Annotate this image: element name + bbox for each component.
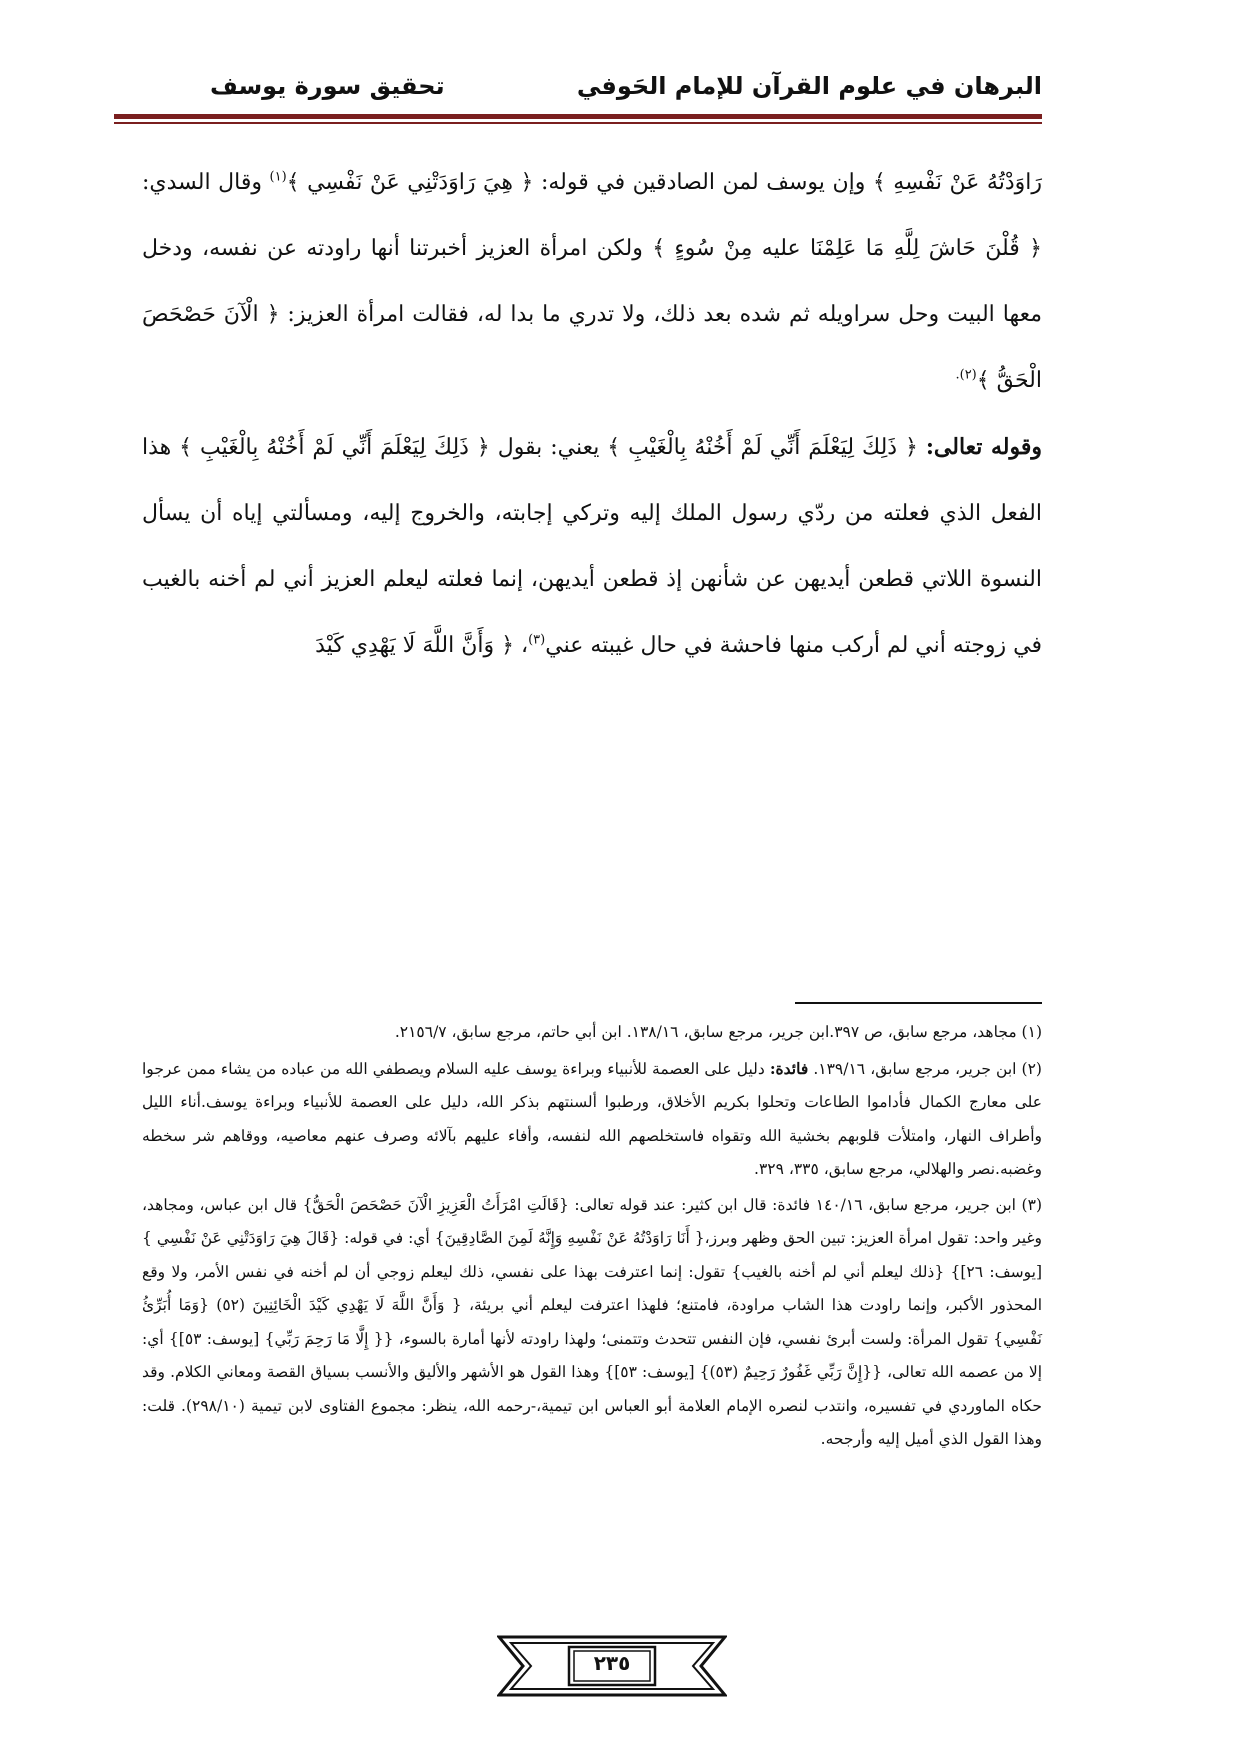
paragraph-2-text: ﴿ ذَلِكَ لِيَعْلَمَ أَنِّي لَمْ أَخُنْهُ بِالْغَيْبِ ﴾ يعني: بقول ﴿ ذَلِكَ لِيَعْلَمَ أَنِّي لَمْ أَخُنْهُ بِالْغَيْبِ ﴾ هذا الفعل الذي فعلته من ردّي رسول الملك إليه وتركي إجابته، والخروج إليه، ومسألتي إياه أن يسأل النسوة اللاتي قطعن أيديهن عن شأنهن إذ قطعن أيديهن، إنما فعلته ليعلم العزيز أني لم أخنه بالغيب في زوجته أني لم أركب منها فاحشة في حال غيبته عني	[142, 435, 1042, 658]
paragraph-2	[142, 414, 1042, 679]
running-header	[210, 72, 1042, 112]
main-text	[142, 150, 1042, 679]
section-title: تحقيق سورة يوسف	[210, 72, 445, 100]
footnote-ref-1[interactable]: (١)	[269, 169, 287, 185]
paragraph-1	[142, 150, 1042, 414]
footnote-1: (١) مجاهد، مرجع سابق، ص ٣٩٧.ابن جرير، مرجع سابق، ١٣٨/١٦. ابن أبي حاتم، مرجع سابق، ٢١٥٦/٧.	[394, 1023, 1042, 1041]
footnote-2-text: دليل على العصمة للأنبياء وبراءة يوسف عليه السلام ويصطفي الله من عباده من يشاء ممن عرجوا على معارج الكمال فأداموا الطاعات وتحلوا بكريم الأخلاق، ورطبوا ألسنتهم بذكر الله، دليل على العصمة للأنبياء وبراءة يوسف.أناء الليل وأطراف النهار، وامتلأت قلوبهم بخشية الله وتقواه فاستخلصهم الله لنفسه، وأفاء عليهم بآلائه وصرف عنهم معاصيه، ووقاهم شر سخطه وغضبه.نصر والهلالي، مرجع سابق، ٣٣٥، ٣٢٩.	[142, 1059, 1042, 1178]
paragraph-2-tail: ، ﴿ وَأَنَّ اللَّهَ لَا يَهْدِي كَيْدَ	[315, 633, 529, 658]
paragraph-2-lead: وقوله تعالى:	[925, 434, 1043, 460]
paragraph-1-text: رَاوَدْتُهُ عَنْ نَفْسِهِ ﴾ وإن يوسف لمن الصادقين في قوله: ﴿ هِيَ رَاوَدَتْنِي عَنْ نَفْسِي ﴾	[286, 170, 1042, 195]
footnote-separator	[795, 1002, 1042, 1004]
footnote-ref-2[interactable]: (٢).	[955, 367, 977, 383]
footnote-2	[142, 1052, 1042, 1187]
page-number: ٢٣٥	[593, 1651, 631, 1675]
footnote-3: (٣) ابن جرير، مرجع سابق، ١٤٠/١٦ فائدة: قال ابن كثير: عند قوله تعالى: {قَالَتِ امْرَأَتُ الْعَزِيزِ الْآنَ حَصْحَصَ الْحَقُّ} قال ابن عباس، ومجاهد، وغير واحد: تقول امرأة العزيز: تبين الحق وظهر وبرز،{ أَنَا رَاوَدْتُهُ عَنْ نَفْسِهِ وَإِنَّهُ لَمِنَ الصَّادِقِينَ} أي: في قوله: {قَالَ هِيَ رَاوَدَتْنِي عَنْ نَفْسِي } [يوسف: ٢٦]} {ذلك ليعلم أني لم أخنه بالغيب} تقول: إنما اعترفت بهذا على نفسي، ذلك ليعلم زوجي أن لم أخنه في نفس الأمر، ولا وقع المحذور الأكبر، وإنما راودت هذا الشاب مراودة، فامتنع؛ فلهذا اعترفت ليعلم أني بريئة، { وَأَنَّ اللَّهَ لَا يَهْدِي كَيْدَ الْخَائِنِينَ (٥٢) {وَمَا أُبَرِّئُ نَفْسِي} تقول المرأة: ولست أبرئ نفسي، فإن النفس تتحدث وتتمنى؛ ولهذا راودته لأنها أمارة بالسوء، {{ إِلَّا مَا رَحِمَ رَبِّي} [يوسف: ٥٣]} أي: إلا من عصمه الله تعالى، {{إِنَّ رَبِّي غَفُورٌ رَحِيمٌ (٥٣)} [يوسف: ٥٣]} وهذا القول هو الأشهر والأليق والأنسب بسياق القصة ومعاني الكلام. وقد حكاه الماوردي في تفسيره، وانتدب لنصره الإمام العلامة أبو العباس ابن تيمية،-رحمه الله، ينظر: مجموع الفتاوى لابن تيمية (٢٩٨/١٠). قلت: وهذا القول الذي أميل إليه وأرجحه.	[142, 1195, 1043, 1448]
header-rule-thin	[114, 122, 1042, 124]
header-rule-thick	[114, 114, 1042, 119]
footnotes	[142, 1016, 1042, 1459]
footnote-ref-3[interactable]: (٣)	[528, 632, 546, 648]
paragraph-1-text-rest: وقال السدي: ﴿ قُلْنَ حَاشَ لِلَّهِ مَا عَلِمْنَا عليه مِنْ سُوءٍ ﴾ ولكن امرأة العزيز أخبرتنا أنها راودته عن نفسه، ودخل معها البيت وحل سراويله ثم شده بعد ذلك، ولا تدري ما بدا له، فقالت امرأة العزيز: ﴿ الْآنَ حَصْحَصَ الْحَقُّ ﴾	[142, 170, 1042, 393]
footnote-2-label: فائدة:	[769, 1058, 809, 1078]
footnote-2-source: (٢) ابن جرير، مرجع سابق، ١٣٩/١٦.	[808, 1059, 1042, 1078]
book-title: البرهان في علوم القرآن للإمام الحَوفي	[576, 72, 1042, 100]
